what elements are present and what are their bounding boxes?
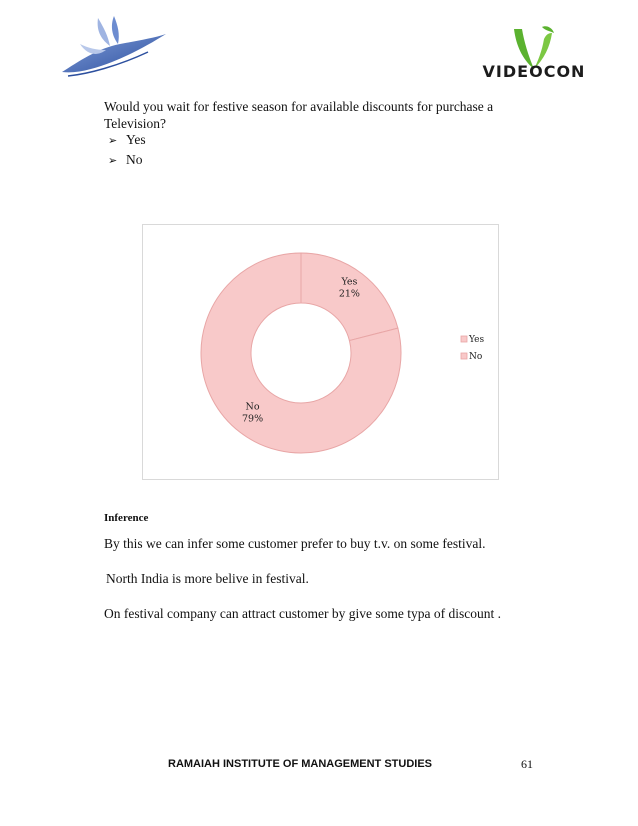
option-label: Yes — [126, 132, 146, 147]
option-yes — [108, 131, 146, 149]
data-label-yes: Yes 21% — [338, 276, 360, 300]
legend-swatch-no — [461, 353, 467, 359]
bird-logo-icon — [58, 14, 168, 80]
donut-chart — [142, 224, 499, 480]
option-label: No — [126, 152, 143, 167]
survey-question: Would you wait for festive season for available discounts for purchase a Television? — [104, 99, 494, 131]
arrowhead-bullet-icon: ➢ — [108, 154, 118, 167]
footer-institute: RAMAIAH INSTITUTE OF MANAGEMENT STUDIES — [168, 758, 432, 770]
arrowhead-bullet-icon: ➢ — [108, 134, 118, 147]
inference-paragraph: On festival company can attract customer by give some typa of discount . — [104, 606, 502, 621]
legend-swatch-yes — [461, 336, 467, 342]
brand-wordmark: VIDEOCON — [482, 62, 586, 81]
inference-paragraph: North India is more belive in festival. — [106, 571, 309, 586]
data-label-no: No 79% — [242, 401, 264, 425]
inference-paragraph: By this we can infer some customer prefer to buy t.v. on some festival. — [104, 536, 486, 551]
chart-canvas — [143, 225, 498, 479]
option-no — [108, 151, 143, 169]
legend-label-yes: Yes — [469, 335, 485, 345]
inference-heading: Inference — [104, 512, 149, 524]
legend-label-no: No — [469, 352, 483, 362]
page-number: 61 — [521, 757, 533, 771]
